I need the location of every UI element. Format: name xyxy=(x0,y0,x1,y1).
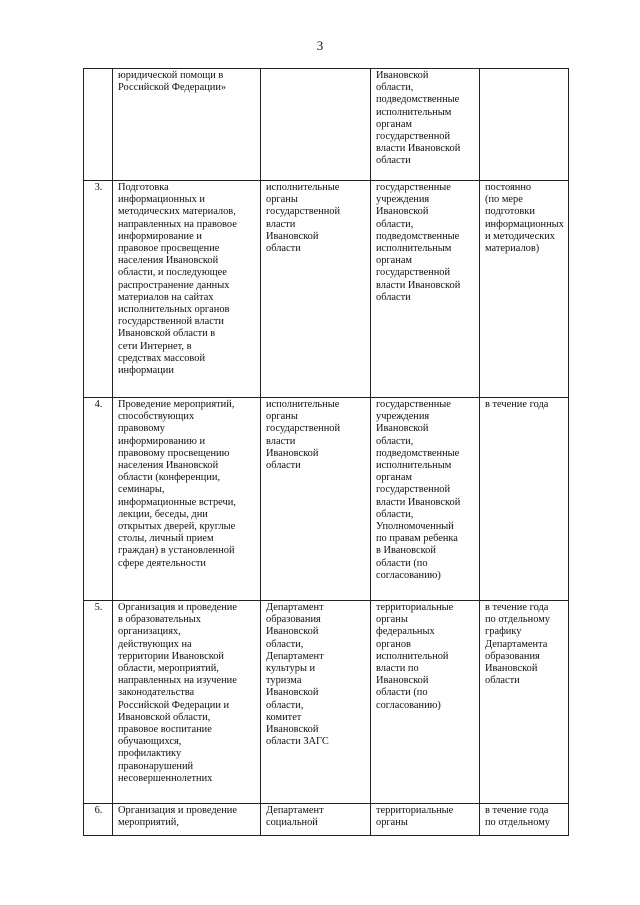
cell-text-line: исполнительные xyxy=(266,399,340,410)
row-number: 6. xyxy=(84,804,113,836)
cell-text-line: подготовки xyxy=(485,206,535,218)
cell-text-line: государственной xyxy=(266,206,341,218)
cell-text-line: подведомственные xyxy=(376,230,460,242)
cell-text-line: Ивановской xyxy=(376,206,429,218)
cell-text-line: Ивановской xyxy=(266,230,319,242)
cell-text-line: власти Ивановской xyxy=(376,496,461,508)
cell-text-line: организациях, xyxy=(118,626,181,638)
co-executors-cell xyxy=(371,804,480,836)
cell-text-line: информационных xyxy=(485,218,564,230)
cell-text-line: графику xyxy=(485,626,522,638)
cell-text-line: области, xyxy=(266,699,304,711)
cell-text-line: Организация и проведение xyxy=(118,602,237,613)
cell-text-line: органы xyxy=(266,194,298,206)
row-number: 5. xyxy=(84,601,113,804)
cell-text-line: подведомственные xyxy=(376,94,460,106)
cell-text-line: материалов на сайтах xyxy=(118,291,214,303)
cell-text-line: направленных на правовое xyxy=(118,218,237,230)
cell-text-line: по отдельному xyxy=(485,817,550,829)
cell-text-line: Департамент xyxy=(266,805,324,816)
cell-text-line: исполнительные xyxy=(266,182,340,193)
cell-text-line: Ивановской xyxy=(266,447,319,459)
cell-text-line: в течение года xyxy=(485,805,549,816)
cell-text-line: столы, личный прием xyxy=(118,533,214,545)
cell-text-line: области, xyxy=(376,82,414,94)
cell-text-line: органам xyxy=(376,255,413,267)
cell-text-line: государственной xyxy=(376,267,451,279)
cell-text-line: Ивановской xyxy=(266,724,319,736)
cell-text-line: обучающихся, xyxy=(118,736,182,748)
cell-text-line: государственной xyxy=(376,131,451,143)
cell-text-line: туризма xyxy=(266,675,302,687)
cell-text-line: правовому просвещению xyxy=(118,447,230,459)
responsible-cell xyxy=(261,398,371,601)
cell-text-line: области, xyxy=(376,218,414,230)
responsible-cell xyxy=(261,804,371,836)
cell-text-line: законодательства xyxy=(118,687,195,699)
cell-text-line: подведомственные xyxy=(376,447,460,459)
table-row xyxy=(84,601,569,804)
cell-text-line: Организация и проведение xyxy=(118,805,237,816)
cell-text-line: Ивановской области в xyxy=(118,328,216,340)
activity-cell xyxy=(113,181,261,398)
cell-text-line: сети Интернет, в xyxy=(118,340,192,352)
cell-text-line: открытых дверей, круглые xyxy=(118,521,236,533)
page-number: 3 xyxy=(316,38,324,53)
cell-text-line: территориальные xyxy=(376,602,454,613)
cell-text-line: государственной xyxy=(376,484,451,496)
cell-text-line: Российской Федерации» xyxy=(118,82,227,94)
cell-text-line: правовое воспитание xyxy=(118,724,212,736)
cell-text-line: области xyxy=(376,155,411,167)
cell-text-line: информирование и xyxy=(118,230,202,242)
deadline-cell xyxy=(480,804,569,836)
cell-text-line: органов xyxy=(376,638,411,650)
cell-text-line: материалов) xyxy=(485,243,540,255)
cell-text-line: власти по xyxy=(376,663,419,675)
cell-text-line: и методических xyxy=(485,230,556,242)
cell-text-line: несовершеннолетних xyxy=(118,772,213,784)
cell-text-line: учреждения xyxy=(376,411,430,423)
cell-text-line: способствующих xyxy=(118,411,195,423)
cell-text-line: органам xyxy=(376,118,413,130)
activity-cell xyxy=(113,398,261,601)
cell-text-line: Департамент xyxy=(266,650,324,662)
cell-text-line: семинары, xyxy=(118,484,165,496)
cell-text-line: направленных на изучение xyxy=(118,675,237,687)
cell-text-line: правовому xyxy=(118,423,166,435)
cell-text-line: Ивановской xyxy=(376,675,429,687)
responsible-cell xyxy=(261,69,371,181)
cell-text-line: области, мероприятий, xyxy=(118,663,219,675)
table-row xyxy=(84,69,569,181)
cell-text-line: населения Ивановской xyxy=(118,460,219,472)
cell-text-line: власти Ивановской xyxy=(376,143,461,155)
cell-text-line: по отдельному xyxy=(485,614,550,626)
cell-text-line: информированию и xyxy=(118,435,206,447)
cell-text-line: Уполномоченный xyxy=(376,521,454,533)
cell-text-line: власти xyxy=(266,218,296,230)
deadline-cell xyxy=(480,601,569,804)
cell-text-line: области xyxy=(266,460,301,472)
cell-text-line: федеральных xyxy=(376,626,435,638)
co-executors-cell xyxy=(371,181,480,398)
cell-text-line: области (по xyxy=(376,557,428,569)
cell-text-line: области, xyxy=(376,508,414,520)
co-executors-cell xyxy=(371,601,480,804)
row-number: 4. xyxy=(84,398,113,601)
cell-text-line: действующих на xyxy=(118,638,192,650)
cell-text-line: Российской Федерации и xyxy=(118,699,230,711)
cell-text-line: исполнительным xyxy=(376,460,452,472)
cell-text-line: методических материалов, xyxy=(118,206,236,218)
row-number xyxy=(84,69,113,181)
cell-text-line: органам xyxy=(376,472,413,484)
cell-text-line: власти Ивановской xyxy=(376,279,461,291)
deadline-cell xyxy=(480,181,569,398)
cell-text-line: правовое просвещение xyxy=(118,243,220,255)
cell-text-line: постоянно xyxy=(485,182,532,193)
row-number: 3. xyxy=(84,181,113,398)
cell-text-line: граждан) в установленной xyxy=(118,545,235,557)
deadline-cell xyxy=(480,398,569,601)
cell-text-line: государственные xyxy=(376,399,451,410)
cell-text-line: (по мере xyxy=(485,194,523,206)
cell-text-line: Ивановской области, xyxy=(118,711,211,723)
cell-text-line: информации xyxy=(118,365,174,377)
cell-text-line: органы xyxy=(376,614,408,626)
cell-text-line: социальной xyxy=(266,817,318,829)
cell-text-line: Ивановской xyxy=(376,423,429,435)
cell-text-line: культуры и xyxy=(266,663,316,675)
deadline-cell xyxy=(480,69,569,181)
cell-text-line: мероприятий, xyxy=(118,817,179,829)
responsible-cell xyxy=(261,601,371,804)
cell-text-line: области xyxy=(485,675,520,687)
cell-text-line: юридической помощи в xyxy=(118,70,224,81)
cell-text-line: в Ивановской xyxy=(376,545,436,557)
activity-cell xyxy=(113,804,261,836)
activity-cell xyxy=(113,69,261,181)
cell-text-line: Ивановской xyxy=(376,70,429,81)
cell-text-line: в течение года xyxy=(485,399,549,410)
cell-text-line: исполнительным xyxy=(376,106,452,118)
cell-text-line: Департамент xyxy=(266,602,324,613)
activity-cell xyxy=(113,601,261,804)
cell-text-line: в образовательных xyxy=(118,614,201,626)
table-row xyxy=(84,398,569,601)
co-executors-cell xyxy=(371,69,480,181)
table-row xyxy=(84,804,569,836)
cell-text-line: территории Ивановской xyxy=(118,650,224,662)
cell-text-line: области xyxy=(266,243,301,255)
cell-text-line: власти xyxy=(266,435,296,447)
cell-text-line: Ивановской xyxy=(485,663,538,675)
cell-text-line: государственной xyxy=(266,423,341,435)
cell-text-line: Департамента xyxy=(485,638,548,650)
cell-text-line: органы xyxy=(266,411,298,423)
cell-text-line: исполнительной xyxy=(376,650,449,662)
cell-text-line: области (по xyxy=(376,687,428,699)
cell-text-line: Ивановской xyxy=(266,626,319,638)
cell-text-line: населения Ивановской xyxy=(118,255,219,267)
cell-text-line: комитет xyxy=(266,711,302,723)
cell-text-line: сфере деятельности xyxy=(118,557,206,569)
cell-text-line: государственной власти xyxy=(118,316,224,328)
action-plan-table xyxy=(83,68,569,836)
cell-text-line: профилактику xyxy=(118,748,182,760)
cell-text-line: государственные xyxy=(376,182,451,193)
cell-text-line: образования xyxy=(266,614,321,626)
cell-text-line: учреждения xyxy=(376,194,430,206)
co-executors-cell xyxy=(371,398,480,601)
cell-text-line: Подготовка xyxy=(118,182,169,193)
cell-text-line: территориальные xyxy=(376,805,454,816)
cell-text-line: исполнительных органов xyxy=(118,304,230,316)
cell-text-line: области ЗАГС xyxy=(266,736,329,748)
cell-text-line: согласованию) xyxy=(376,569,441,581)
cell-text-line: информационные встречи, xyxy=(118,496,236,508)
cell-text-line: органы xyxy=(376,817,408,829)
cell-text-line: исполнительным xyxy=(376,243,452,255)
cell-text-line: распространение данных xyxy=(118,279,230,291)
cell-text-line: Проведение мероприятий, xyxy=(118,399,235,410)
cell-text-line: правонарушений xyxy=(118,760,194,772)
cell-text-line: области xyxy=(376,291,411,303)
cell-text-line: информационных и xyxy=(118,194,205,206)
cell-text-line: Ивановской xyxy=(266,687,319,699)
cell-text-line: области, xyxy=(266,638,304,650)
table-row xyxy=(84,181,569,398)
cell-text-line: области (конференции, xyxy=(118,472,221,484)
cell-text-line: по правам ребенка xyxy=(376,533,458,545)
cell-text-line: области, и последующее xyxy=(118,267,227,279)
cell-text-line: образования xyxy=(485,650,540,662)
cell-text-line: согласованию) xyxy=(376,699,441,711)
cell-text-line: в течение года xyxy=(485,602,549,613)
cell-text-line: лекции, беседы, дни xyxy=(118,508,208,520)
responsible-cell xyxy=(261,181,371,398)
cell-text-line: области, xyxy=(376,435,414,447)
cell-text-line: средствах массовой xyxy=(118,352,206,364)
